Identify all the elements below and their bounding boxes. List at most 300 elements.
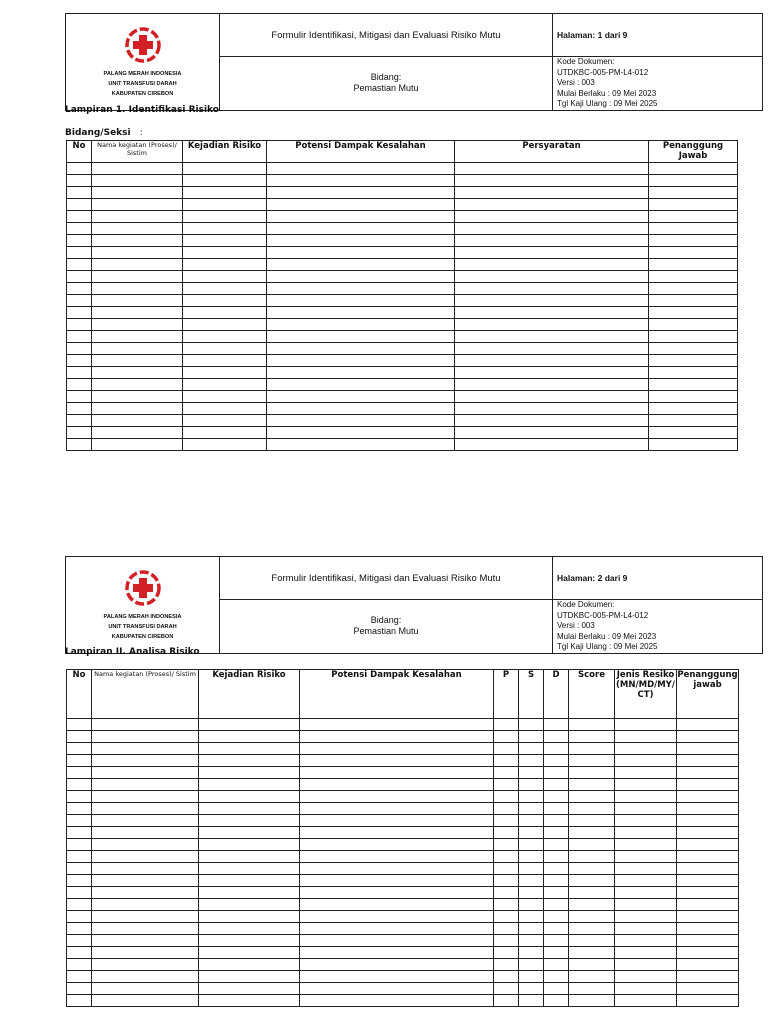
empty-cell <box>544 743 569 755</box>
table-row <box>67 911 739 923</box>
empty-cell <box>494 887 519 899</box>
col-p: P <box>494 670 519 719</box>
empty-cell <box>519 959 544 971</box>
empty-cell <box>92 415 183 427</box>
empty-cell <box>569 827 615 839</box>
empty-cell <box>615 923 677 935</box>
empty-cell <box>300 767 494 779</box>
empty-cell <box>67 211 92 223</box>
empty-cell <box>455 199 649 211</box>
empty-cell <box>199 779 300 791</box>
empty-cell <box>494 755 519 767</box>
empty-cell <box>519 995 544 1007</box>
empty-cell <box>300 719 494 731</box>
empty-cell <box>67 815 92 827</box>
empty-cell <box>92 911 199 923</box>
empty-cell <box>544 863 569 875</box>
empty-cell <box>677 791 739 803</box>
table-row <box>67 211 738 223</box>
empty-cell <box>455 367 649 379</box>
empty-cell <box>300 947 494 959</box>
empty-cell <box>615 719 677 731</box>
empty-cell <box>615 779 677 791</box>
empty-cell <box>569 767 615 779</box>
table-row <box>67 415 738 427</box>
empty-cell <box>615 935 677 947</box>
empty-cell <box>267 211 455 223</box>
empty-cell <box>267 367 455 379</box>
empty-cell <box>519 851 544 863</box>
empty-cell <box>300 959 494 971</box>
empty-cell <box>92 235 183 247</box>
empty-cell <box>67 331 92 343</box>
empty-cell <box>67 247 92 259</box>
empty-cell <box>544 875 569 887</box>
empty-cell <box>544 959 569 971</box>
empty-cell <box>494 947 519 959</box>
empty-cell <box>544 983 569 995</box>
empty-cell <box>199 803 300 815</box>
empty-cell <box>92 271 183 283</box>
empty-cell <box>199 959 300 971</box>
kode-value: UTDKBC-005-PM-L4-012 <box>557 67 649 77</box>
empty-cell <box>544 779 569 791</box>
table-row <box>67 755 739 767</box>
empty-cell <box>67 983 92 995</box>
empty-cell <box>677 839 739 851</box>
empty-cell <box>67 755 92 767</box>
empty-cell <box>92 899 199 911</box>
identifikasi-risiko-table <box>66 140 738 451</box>
empty-cell <box>67 791 92 803</box>
empty-cell <box>649 271 738 283</box>
empty-cell <box>92 995 199 1007</box>
empty-cell <box>300 935 494 947</box>
table-row <box>67 235 738 247</box>
col-persyaratan: Persyaratan <box>455 141 649 163</box>
logo-block <box>66 14 220 111</box>
org-name-line1: PALANG MERAH INDONESIA <box>103 613 182 620</box>
empty-cell <box>494 827 519 839</box>
empty-cell <box>67 935 92 947</box>
empty-cell <box>67 343 92 355</box>
empty-cell <box>67 803 92 815</box>
bidang-block <box>220 600 553 654</box>
empty-cell <box>183 439 267 451</box>
empty-cell <box>494 851 519 863</box>
bidang-seksi-label <box>65 128 143 138</box>
empty-cell <box>300 983 494 995</box>
table-row <box>67 403 738 415</box>
empty-cell <box>92 719 199 731</box>
empty-cell <box>455 379 649 391</box>
empty-cell <box>569 923 615 935</box>
empty-cell <box>494 743 519 755</box>
empty-cell <box>267 439 455 451</box>
page-number: Halaman: 2 dari 9 <box>553 557 763 600</box>
empty-cell <box>267 235 455 247</box>
empty-cell <box>92 887 199 899</box>
empty-cell <box>649 391 738 403</box>
empty-cell <box>92 935 199 947</box>
empty-cell <box>615 863 677 875</box>
empty-cell <box>267 307 455 319</box>
table-row <box>67 223 738 235</box>
empty-cell <box>544 719 569 731</box>
empty-cell <box>92 187 183 199</box>
empty-cell <box>183 163 267 175</box>
empty-cell <box>67 235 92 247</box>
empty-cell <box>300 791 494 803</box>
empty-cell <box>494 719 519 731</box>
empty-cell <box>92 295 183 307</box>
empty-cell <box>67 899 92 911</box>
empty-cell <box>92 863 199 875</box>
empty-cell <box>199 827 300 839</box>
empty-cell <box>199 875 300 887</box>
lampiran-1-caption: Lampiran 1. Identifikasi Risiko <box>65 105 219 115</box>
table-row <box>67 295 738 307</box>
col-no: No <box>67 670 92 719</box>
empty-cell <box>455 427 649 439</box>
empty-cell <box>519 767 544 779</box>
empty-cell <box>183 415 267 427</box>
table-row <box>67 863 739 875</box>
empty-cell <box>300 731 494 743</box>
empty-cell <box>569 791 615 803</box>
empty-cell <box>199 851 300 863</box>
table-row <box>67 439 738 451</box>
empty-cell <box>615 731 677 743</box>
empty-cell <box>519 935 544 947</box>
table-row <box>67 319 738 331</box>
empty-cell <box>615 791 677 803</box>
empty-cell <box>92 439 183 451</box>
empty-cell <box>519 779 544 791</box>
empty-cell <box>199 971 300 983</box>
empty-cell <box>494 791 519 803</box>
kode-value: UTDKBC-005-PM-L4-012 <box>557 610 649 620</box>
empty-cell <box>455 439 649 451</box>
empty-cell <box>569 743 615 755</box>
empty-cell <box>455 235 649 247</box>
empty-cell <box>455 247 649 259</box>
empty-cell <box>199 995 300 1007</box>
empty-cell <box>92 923 199 935</box>
col-d: D <box>544 670 569 719</box>
empty-cell <box>519 755 544 767</box>
col-nama-kegiatan: Nama kegiatan (Proses)/ Sistim <box>92 141 183 163</box>
empty-cell <box>92 331 183 343</box>
empty-cell <box>67 163 92 175</box>
empty-cell <box>92 875 199 887</box>
lampiran-2-caption: Lampiran II. Analisa Risiko <box>65 647 200 657</box>
empty-cell <box>494 983 519 995</box>
table-row <box>67 959 739 971</box>
empty-cell <box>267 259 455 271</box>
empty-cell <box>649 379 738 391</box>
empty-cell <box>544 899 569 911</box>
empty-cell <box>183 319 267 331</box>
empty-cell <box>199 947 300 959</box>
empty-cell <box>569 995 615 1007</box>
empty-cell <box>544 815 569 827</box>
empty-cell <box>67 391 92 403</box>
table-row <box>67 719 739 731</box>
empty-cell <box>649 235 738 247</box>
empty-cell <box>455 223 649 235</box>
empty-cell <box>199 887 300 899</box>
empty-cell <box>267 391 455 403</box>
empty-cell <box>92 403 183 415</box>
empty-cell <box>300 743 494 755</box>
empty-cell <box>455 295 649 307</box>
empty-cell <box>544 923 569 935</box>
empty-cell <box>199 731 300 743</box>
table-row <box>67 899 739 911</box>
empty-cell <box>677 935 739 947</box>
empty-cell <box>615 971 677 983</box>
empty-cell <box>494 779 519 791</box>
empty-cell <box>67 319 92 331</box>
empty-cell <box>677 731 739 743</box>
empty-cell <box>544 827 569 839</box>
empty-cell <box>67 439 92 451</box>
bidang-seksi-text: Bidang/Seksi <box>65 128 131 138</box>
page-number: Halaman: 1 dari 9 <box>553 14 763 57</box>
empty-cell <box>199 839 300 851</box>
table-row <box>67 731 739 743</box>
empty-cell <box>67 403 92 415</box>
empty-cell <box>300 887 494 899</box>
empty-cell <box>615 839 677 851</box>
empty-cell <box>569 947 615 959</box>
empty-cell <box>67 923 92 935</box>
document-header-2 <box>65 556 763 654</box>
empty-cell <box>267 295 455 307</box>
document-meta <box>553 600 763 654</box>
empty-cell <box>92 839 199 851</box>
empty-cell <box>267 331 455 343</box>
empty-cell <box>92 379 183 391</box>
empty-cell <box>67 295 92 307</box>
empty-cell <box>300 779 494 791</box>
empty-cell <box>569 959 615 971</box>
empty-cell <box>519 863 544 875</box>
empty-cell <box>649 427 738 439</box>
empty-cell <box>569 803 615 815</box>
empty-cell <box>92 731 199 743</box>
empty-cell <box>92 199 183 211</box>
document-meta <box>553 57 763 111</box>
empty-cell <box>455 271 649 283</box>
empty-cell <box>67 779 92 791</box>
red-cross-logo-icon <box>123 568 163 608</box>
empty-cell <box>183 331 267 343</box>
table-row <box>67 935 739 947</box>
empty-cell <box>183 343 267 355</box>
empty-cell <box>677 827 739 839</box>
empty-cell <box>183 247 267 259</box>
empty-cell <box>519 971 544 983</box>
empty-cell <box>519 923 544 935</box>
bidang-block <box>220 57 553 111</box>
empty-cell <box>569 755 615 767</box>
table-row <box>67 199 738 211</box>
empty-cell <box>92 851 199 863</box>
empty-cell <box>199 719 300 731</box>
empty-cell <box>300 911 494 923</box>
empty-cell <box>67 307 92 319</box>
empty-cell <box>183 211 267 223</box>
empty-cell <box>183 355 267 367</box>
empty-cell <box>183 199 267 211</box>
table-row <box>67 983 739 995</box>
table-row <box>67 827 739 839</box>
col-potensi-dampak: Potensi Dampak Kesalahan <box>300 670 494 719</box>
empty-cell <box>677 815 739 827</box>
empty-cell <box>300 863 494 875</box>
empty-cell <box>649 367 738 379</box>
table-row <box>67 851 739 863</box>
table-row <box>67 815 739 827</box>
empty-cell <box>183 271 267 283</box>
empty-cell <box>569 815 615 827</box>
empty-cell <box>92 767 199 779</box>
col-jenis-resiko: Jenis Resiko (MN/MD/MY/CT) <box>615 670 677 719</box>
empty-cell <box>615 899 677 911</box>
empty-cell <box>300 851 494 863</box>
table-row <box>67 187 738 199</box>
empty-cell <box>92 827 199 839</box>
empty-cell <box>649 187 738 199</box>
empty-cell <box>67 355 92 367</box>
empty-cell <box>267 223 455 235</box>
form-title: Formulir Identifikasi, Mitigasi dan Evaluasi Risiko Mutu <box>220 557 553 600</box>
empty-cell <box>92 343 183 355</box>
table-row <box>67 887 739 899</box>
empty-cell <box>267 199 455 211</box>
empty-cell <box>92 211 183 223</box>
empty-cell <box>67 851 92 863</box>
empty-cell <box>300 827 494 839</box>
versi: Versi : 003 <box>557 621 595 630</box>
empty-cell <box>494 935 519 947</box>
empty-cell <box>67 839 92 851</box>
empty-cell <box>455 391 649 403</box>
empty-cell <box>199 767 300 779</box>
empty-cell <box>519 983 544 995</box>
empty-cell <box>183 223 267 235</box>
empty-cell <box>67 947 92 959</box>
table-row <box>67 247 738 259</box>
table-row <box>67 283 738 295</box>
empty-cell <box>455 307 649 319</box>
empty-cell <box>67 283 92 295</box>
empty-cell <box>300 815 494 827</box>
col-kejadian-risiko: Kejadian Risiko <box>199 670 300 719</box>
empty-cell <box>519 887 544 899</box>
empty-cell <box>569 911 615 923</box>
empty-cell <box>92 791 199 803</box>
empty-cell <box>494 875 519 887</box>
empty-cell <box>649 211 738 223</box>
empty-cell <box>544 767 569 779</box>
empty-cell <box>494 923 519 935</box>
empty-cell <box>300 755 494 767</box>
empty-cell <box>519 743 544 755</box>
empty-cell <box>519 827 544 839</box>
empty-cell <box>615 983 677 995</box>
empty-cell <box>267 403 455 415</box>
empty-cell <box>67 995 92 1007</box>
empty-cell <box>615 911 677 923</box>
empty-cell <box>649 199 738 211</box>
empty-cell <box>67 827 92 839</box>
empty-cell <box>519 947 544 959</box>
empty-cell <box>455 187 649 199</box>
col-penanggung-jawab: Penanggung jawab <box>677 670 739 719</box>
empty-cell <box>92 367 183 379</box>
empty-cell <box>92 247 183 259</box>
empty-cell <box>183 187 267 199</box>
org-name-line3: KABUPATEN CIREBON <box>111 90 174 97</box>
bidang-value: Pemastian Mutu <box>353 626 419 637</box>
empty-cell <box>455 211 649 223</box>
empty-cell <box>494 863 519 875</box>
empty-cell <box>649 355 738 367</box>
empty-cell <box>92 223 183 235</box>
empty-cell <box>544 731 569 743</box>
empty-cell <box>677 743 739 755</box>
empty-cell <box>569 935 615 947</box>
empty-cell <box>300 971 494 983</box>
empty-cell <box>519 791 544 803</box>
empty-cell <box>615 947 677 959</box>
empty-cell <box>677 887 739 899</box>
empty-cell <box>649 415 738 427</box>
table-row <box>67 163 738 175</box>
table-row <box>67 767 739 779</box>
empty-cell <box>267 247 455 259</box>
empty-cell <box>67 367 92 379</box>
empty-cell <box>519 875 544 887</box>
empty-cell <box>67 731 92 743</box>
col-potensi-dampak: Potensi Dampak Kesalahan <box>267 141 455 163</box>
tgl-kaji-ulang: Tgl Kaji Ulang : 09 Mei 2025 <box>557 99 658 108</box>
empty-cell <box>677 755 739 767</box>
empty-cell <box>649 343 738 355</box>
empty-cell <box>494 995 519 1007</box>
empty-cell <box>92 283 183 295</box>
empty-cell <box>615 827 677 839</box>
empty-cell <box>92 355 183 367</box>
empty-cell <box>649 223 738 235</box>
empty-cell <box>569 887 615 899</box>
empty-cell <box>615 875 677 887</box>
bidang-label: Bidang: <box>370 72 402 83</box>
empty-cell <box>615 995 677 1007</box>
empty-cell <box>569 863 615 875</box>
empty-cell <box>199 911 300 923</box>
empty-cell <box>569 839 615 851</box>
empty-cell <box>67 887 92 899</box>
table-row <box>67 355 738 367</box>
empty-cell <box>519 899 544 911</box>
empty-cell <box>92 391 183 403</box>
empty-cell <box>649 331 738 343</box>
versi: Versi : 003 <box>557 78 595 87</box>
